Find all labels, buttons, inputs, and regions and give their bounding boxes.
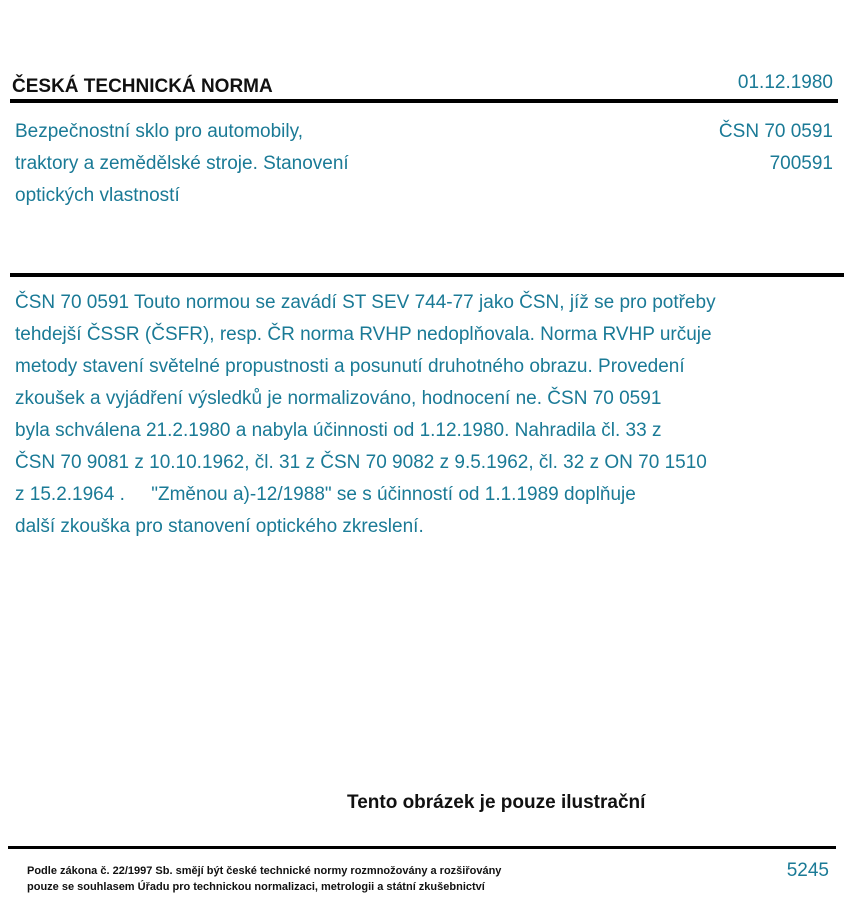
legal-notice (27, 863, 501, 895)
standard-title-line: traktory a zemědělské stroje. Stanovení (15, 153, 349, 174)
document-header-title: ČESKÁ TECHNICKÁ NORMA (12, 76, 273, 97)
description-line: ČSN 70 0591 Touto normou se zavádí ST SEV 744-77 jako ČSN, jíž se pro potřeby (15, 292, 716, 313)
header-divider (10, 99, 838, 103)
standard-description (15, 287, 845, 543)
footer-divider (8, 846, 836, 849)
legal-notice-line: Podle zákona č. 22/1997 Sb. smějí být české technické normy rozmnožovány a rozšiřovány (27, 865, 502, 877)
description-line: z 15.2.1964 . "Změnou a)-12/1988" se s účinností od 1.1.1989 doplňuje (15, 484, 636, 505)
description-line: zkoušek a vyjádření výsledků je normalizováno, hodnocení ne. ČSN 70 0591 (15, 388, 662, 409)
standard-title (15, 116, 349, 212)
description-line: ČSN 70 9081 z 10.10.1962, čl. 31 z ČSN 70 9082 z 9.5.1962, čl. 32 z ON 70 1510 (15, 452, 707, 473)
effective-date: 01.12.1980 (737, 72, 833, 93)
description-line: tehdejší ČSSR (ČSFR), resp. ČR norma RVHP nedoplňovala. Norma RVHP určuje (15, 324, 712, 345)
description-line: metody stavení světelné propustnosti a posunutí druhotného obrazu. Provedení (15, 356, 685, 377)
description-line: další zkouška pro stanovení optického zkreslení. (15, 516, 424, 537)
class-number: 700591 (769, 153, 833, 174)
standard-code: ČSN 70 0591 (718, 121, 833, 142)
standard-codes (719, 116, 833, 180)
standard-title-line: Bezpečnostní sklo pro automobily, (15, 121, 303, 142)
page-number: 5245 (786, 860, 829, 881)
standard-title-line: optických vlastností (15, 185, 180, 206)
illustration-note: Tento obrázek je pouze ilustrační (347, 792, 646, 813)
section-divider (10, 273, 844, 277)
legal-notice-line: pouze se souhlasem Úřadu pro technickou normalizaci, metrologii a státní zkušebnictví (27, 881, 485, 893)
description-line: byla schválena 21.2.1980 a nabyla účinnosti od 1.12.1980. Nahradila čl. 33 z (15, 420, 662, 441)
